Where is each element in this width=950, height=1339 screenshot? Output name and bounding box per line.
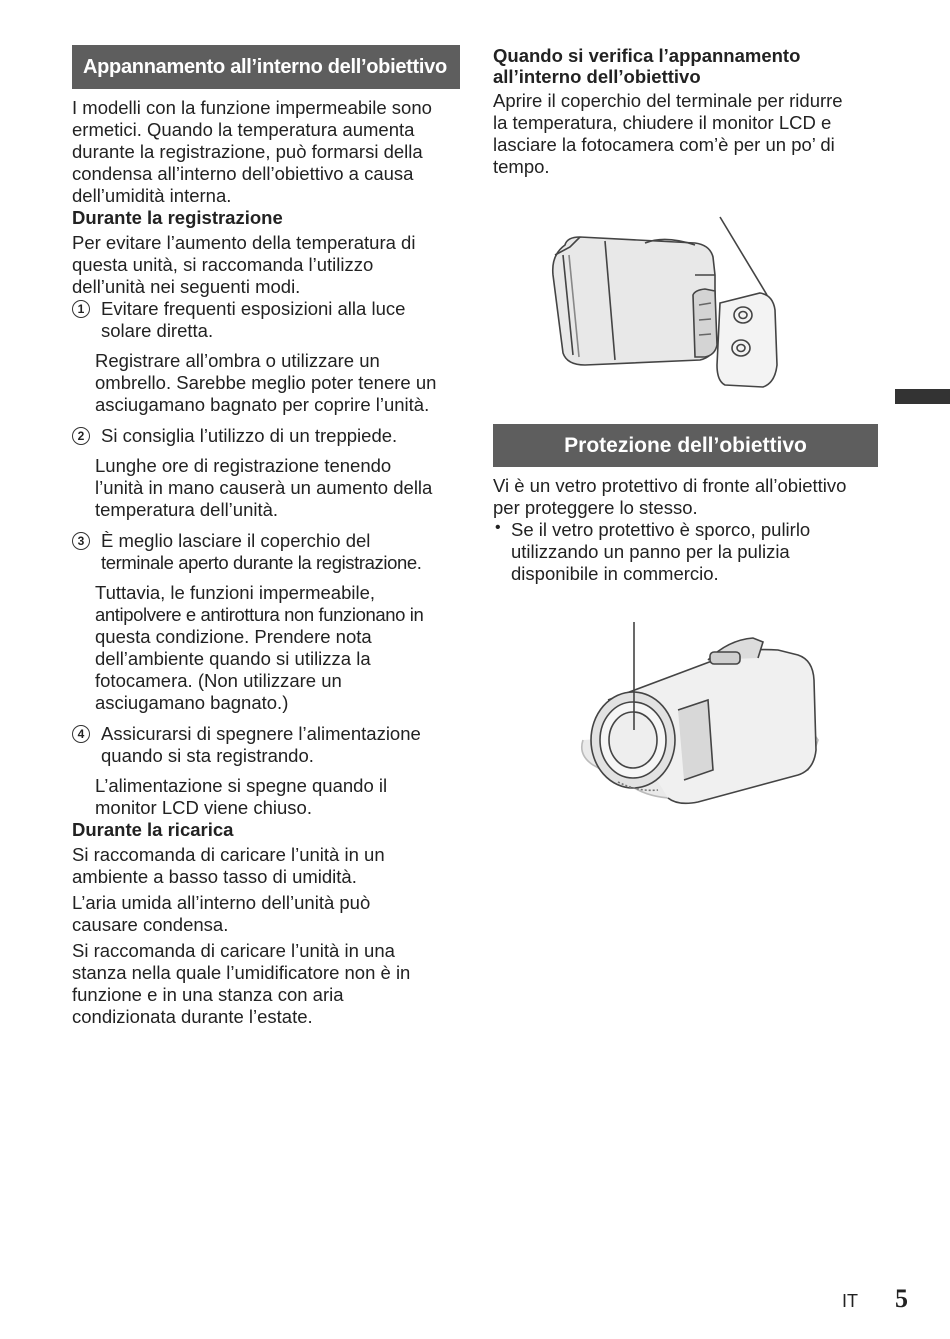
text-line: I modelli con la funzione impermeabile sono [72,97,432,118]
section-heading-lens-protection: Protezione dell’obiettivo [493,424,878,467]
text-line: È meglio lasciare il coperchio del [101,530,371,551]
text-line: monitor LCD viene chiuso. [95,797,312,818]
list-item [72,425,460,447]
subheading-fogging-occurs [493,45,881,87]
text-line: Per evitare l’aumento della temperatura di [72,232,416,253]
list-item-body [72,350,460,416]
list-item [72,530,460,574]
camera-lens-illustration [578,620,828,810]
list-item [72,298,460,342]
text-line: ambiente a basso tasso di umidità. [72,866,357,887]
text-line: all’interno dell’obiettivo [493,66,701,87]
list-item [72,723,460,767]
text-line: Lunghe ore di registrazione tenendo [95,455,392,476]
text-line: temperatura dell’unità. [95,499,279,520]
charging-paragraph [72,892,460,936]
text-line: Registrare all’ombra o utilizzare un [95,350,380,371]
bullet-item [493,519,878,585]
text-line: ombrello. Sarebbe meglio poter tenere un [95,372,437,393]
text-line: terminale aperto durante la registrazione. [101,552,422,573]
bullet-dot: • [495,519,501,536]
text-line: condensa all’interno dell’obiettivo a causa [72,163,414,184]
text-line: questa unità, si raccomanda l’utilizzo [72,254,374,275]
circled-number-4: 4 [72,725,90,743]
left-column [72,45,460,1028]
text-line: tempo. [493,156,550,177]
text-line: lasciare la fotocamera com’è per un po’ di [493,134,835,155]
text-line: asciugamano bagnato per coprire l’unità. [95,394,430,415]
protection-section [493,424,878,585]
text-line: Si raccomanda di caricare l’unità in un [72,844,385,865]
subheading-during-recording: Durante la registrazione [72,207,283,228]
circled-number-1: 1 [72,300,90,318]
text-line: disponibile in commercio. [511,563,719,584]
text-line: l’unità in mano causerà un aumento della [95,477,433,498]
section-heading-fogging: Appannamento all’interno dell’obiettivo [72,45,460,89]
charging-paragraph [72,940,460,1028]
text-line: durante la registrazione, può formarsi della [72,141,423,162]
circled-number-2: 2 [72,427,90,445]
list-item-body [72,582,460,714]
camera-open-cover-illustration [545,215,785,395]
footer-language: IT [842,1291,858,1311]
text-line: L’alimentazione si spegne quando il [95,775,388,796]
text-line: dell’ambiente quando si utilizza la [95,648,371,669]
text-line: Aprire il coperchio del terminale per ridurre [493,90,843,111]
protection-paragraph [493,475,878,519]
text-line: quando si sta registrando. [101,745,314,766]
text-line: Quando si verifica l’appannamento [493,45,801,66]
text-line: dell’umidità interna. [72,185,232,206]
text-line: per proteggere lo stesso. [493,497,698,518]
text-line: antipolvere e antirottura non funzionano in [95,604,424,625]
text-line: stanza nella quale l’umidificatore non è in [72,962,411,983]
text-line: Vi è un vetro protettivo di fronte all’obiettivo [493,475,847,496]
list-item-body [72,455,460,521]
text-line: L’aria umida all’interno dell’unità può [72,892,371,913]
text-line: Se il vetro protettivo è sporco, pulirlo [511,519,811,540]
text-line: Evitare frequenti esposizioni alla luce [101,298,406,319]
text-line: Si raccomanda di caricare l’unità in una [72,940,395,961]
right-column [493,45,881,178]
text-line: fotocamera. (Non utilizzare un [95,670,342,691]
text-line: ermetici. Quando la temperatura aumenta [72,119,415,140]
fog-paragraph [493,90,881,178]
text-line: causare condensa. [72,914,229,935]
intro-paragraph [72,97,460,207]
text-line: condizionata durante l’estate. [72,1006,313,1027]
text-line: Tuttavia, le funzioni impermeabile, [95,582,376,603]
list-item-body [72,775,460,819]
during-recording-paragraph [72,232,460,298]
text-line: la temperatura, chiudere il monitor LCD e [493,112,832,133]
text-line: Si consiglia l’utilizzo di un treppiede. [101,425,398,446]
page-number: 5 [895,1284,908,1313]
text-line: asciugamano bagnato.) [95,692,289,713]
section-tab-marker [895,389,950,404]
charging-paragraph [72,844,460,888]
text-line: funzione e in una stanza con aria [72,984,344,1005]
text-line: questa condizione. Prendere nota [95,626,372,647]
text-line: dell’unità nei seguenti modi. [72,276,301,297]
circled-number-3: 3 [72,532,90,550]
text-line: utilizzando un panno per la pulizia [511,541,790,562]
text-line: solare diretta. [101,320,214,341]
text-line: Assicurarsi di spegnere l’alimentazione [101,723,421,744]
subheading-during-charging: Durante la ricarica [72,819,234,840]
